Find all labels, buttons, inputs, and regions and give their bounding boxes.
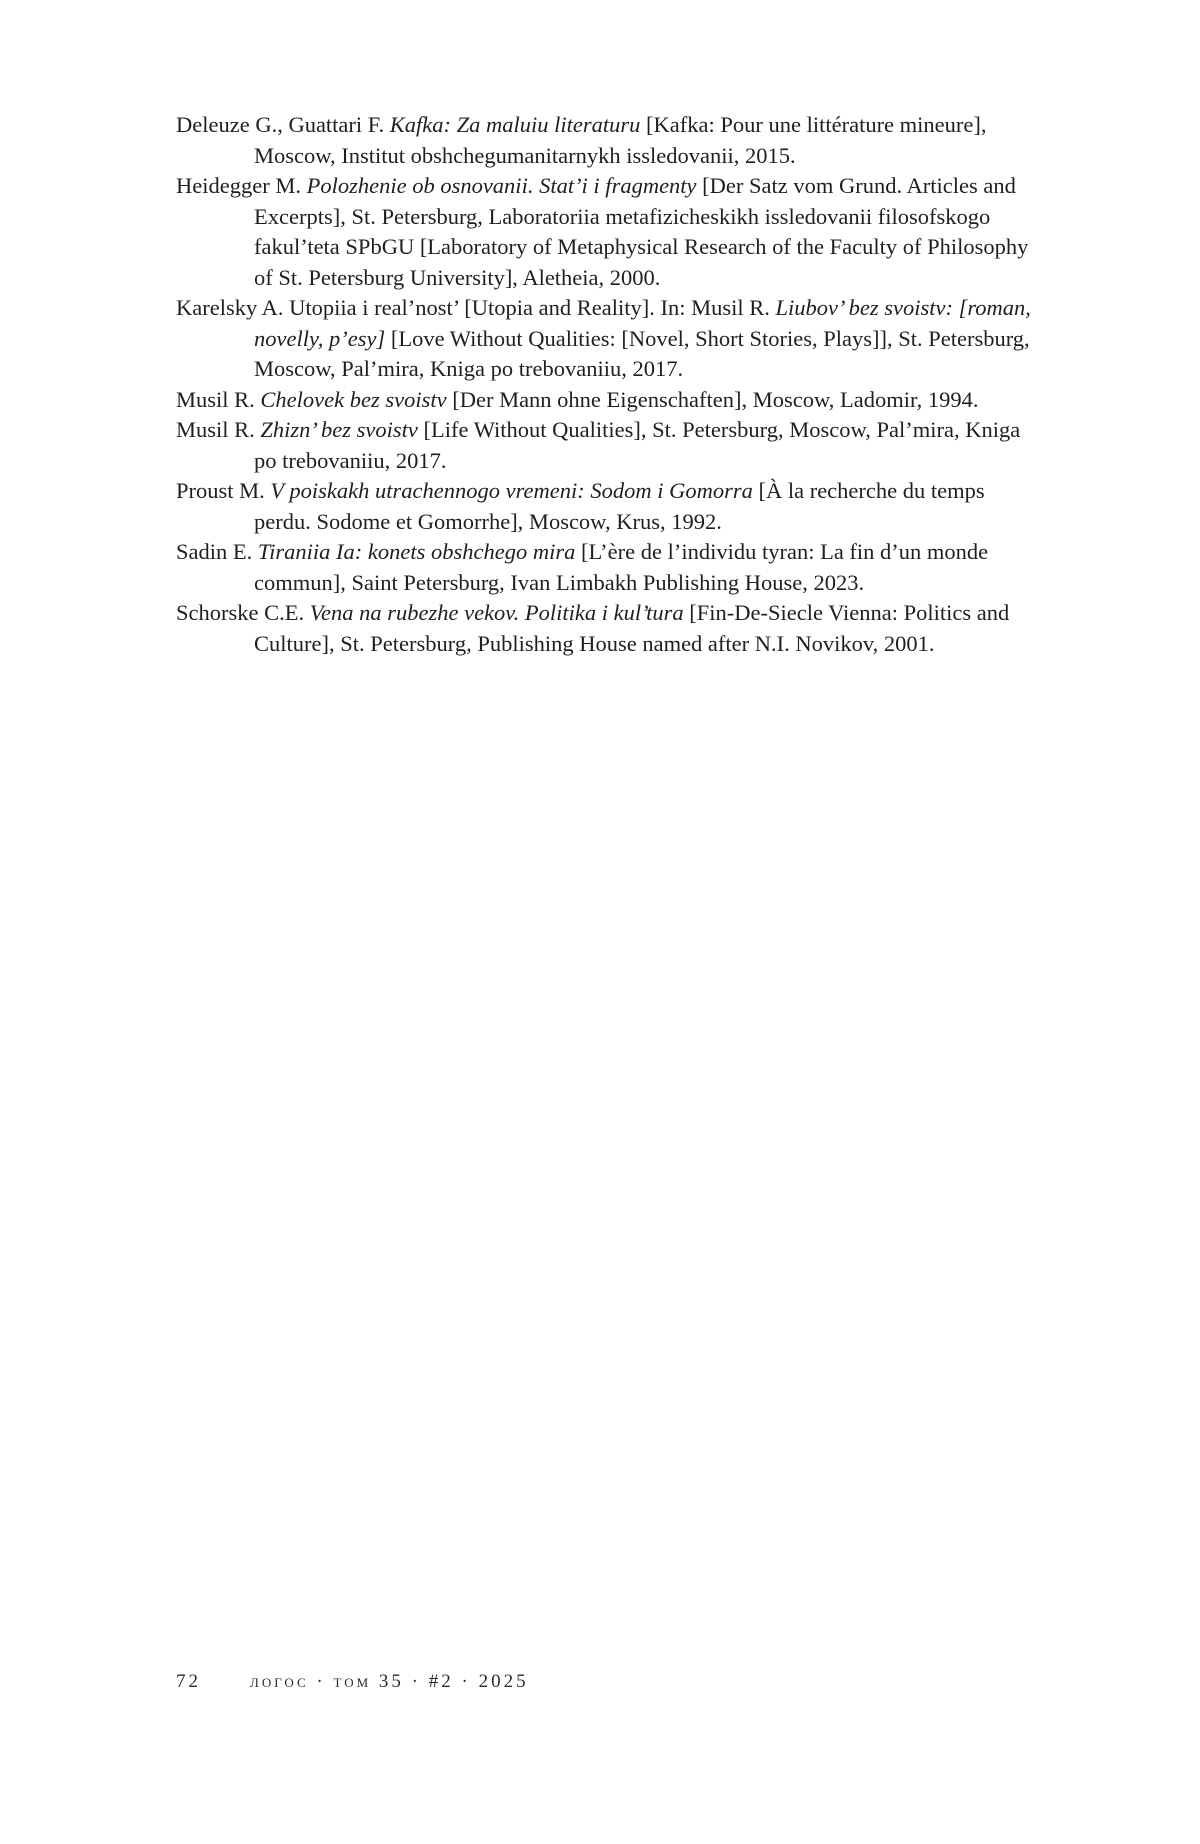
reference-entry [176,385,1032,416]
reference-author: Proust M. [176,478,265,503]
reference-entry [176,171,1032,293]
reference-author: Sadin E. [176,539,253,564]
reference-title: Polozhenie ob osnovanii. Stat’i i fragmenty [306,173,697,198]
reference-entry [176,537,1032,598]
reference-title: Chelovek bez svoistv [260,386,447,412]
reference-entry [176,415,1032,476]
reference-title: Vena na rubezhe vekov. Politika i kul’tura [309,600,684,625]
journal-running-title: логос · том 35 · #2 · 2025 [250,1671,529,1692]
page-footer [176,1671,529,1693]
reference-details: [Der Mann ohne Eigenschaften], Moscow, Ladomir, 1994. [452,386,979,412]
reference-details: [À la recherche du temps perdu. Sodome et Gomorrhe], Moscow, Krus, 1992. [254,478,985,534]
reference-entry [176,293,1032,385]
reference-author: Karelsky A. Utopiia i real’nost’ [Utopia and Reality]. In: Musil R. [176,295,770,320]
reference-details: [Der Satz vom Grund. Articles and Excerpts], St. Petersburg, Laboratoriia metafizicheskikh issledovanii filosofskogo fakul’teta SPbGU [Laboratory of Metaphysical Research of the Faculty of Philosophy of St. Petersburg University], Aletheia, 2000. [254,173,1029,290]
reference-title: Kafka: Za maluiu literaturu [389,112,641,137]
reference-entry [176,476,1032,537]
reference-details: [Kafka: Pour une littérature mineure], Moscow, Institut obshchegumanitarnykh issledovanii, 2015. [254,112,987,168]
reference-entry [176,598,1032,659]
reference-details: [Life Without Qualities], St. Petersburg, Moscow, Pal’mira, Kniga po trebovaniiu, 2017. [254,417,1021,473]
reference-title: V poiskakh utrachennogo vremeni: Sodom i Gomorra [270,478,753,503]
reference-author: Musil R. [176,386,255,412]
reference-entry [176,110,1032,171]
reference-details: [Fin-De-Siecle Vienna: Politics and Culture], St. Petersburg, Publishing House named after N.I. Novikov, 2001. [254,600,1010,656]
reference-author: Deleuze G., Guattari F. [176,112,385,137]
page-number: 72 [176,1671,201,1692]
reference-author: Schorske C.E. [176,600,305,625]
reference-author: Musil R. [176,417,255,442]
reference-list [176,110,1032,659]
reference-title: Zhizn’ bez svoistv [260,417,418,442]
reference-title: Tiraniia Ia: konets obshchego mira [257,539,576,564]
reference-title: Liubov’ bez svoistv: [roman, novelly, p’esy] [254,295,1031,351]
reference-details: [L’ère de l’individu tyran: La fin d’un monde commun], Saint Petersburg, Ivan Limbakh Publishing House, 2023. [254,539,989,595]
reference-details: [Love Without Qualities: [Novel, Short Stories, Plays]], St. Petersburg, Moscow, Pal’mira, Kniga po trebovaniiu, 2017. [254,325,1030,381]
reference-author: Heidegger M. [176,173,301,198]
